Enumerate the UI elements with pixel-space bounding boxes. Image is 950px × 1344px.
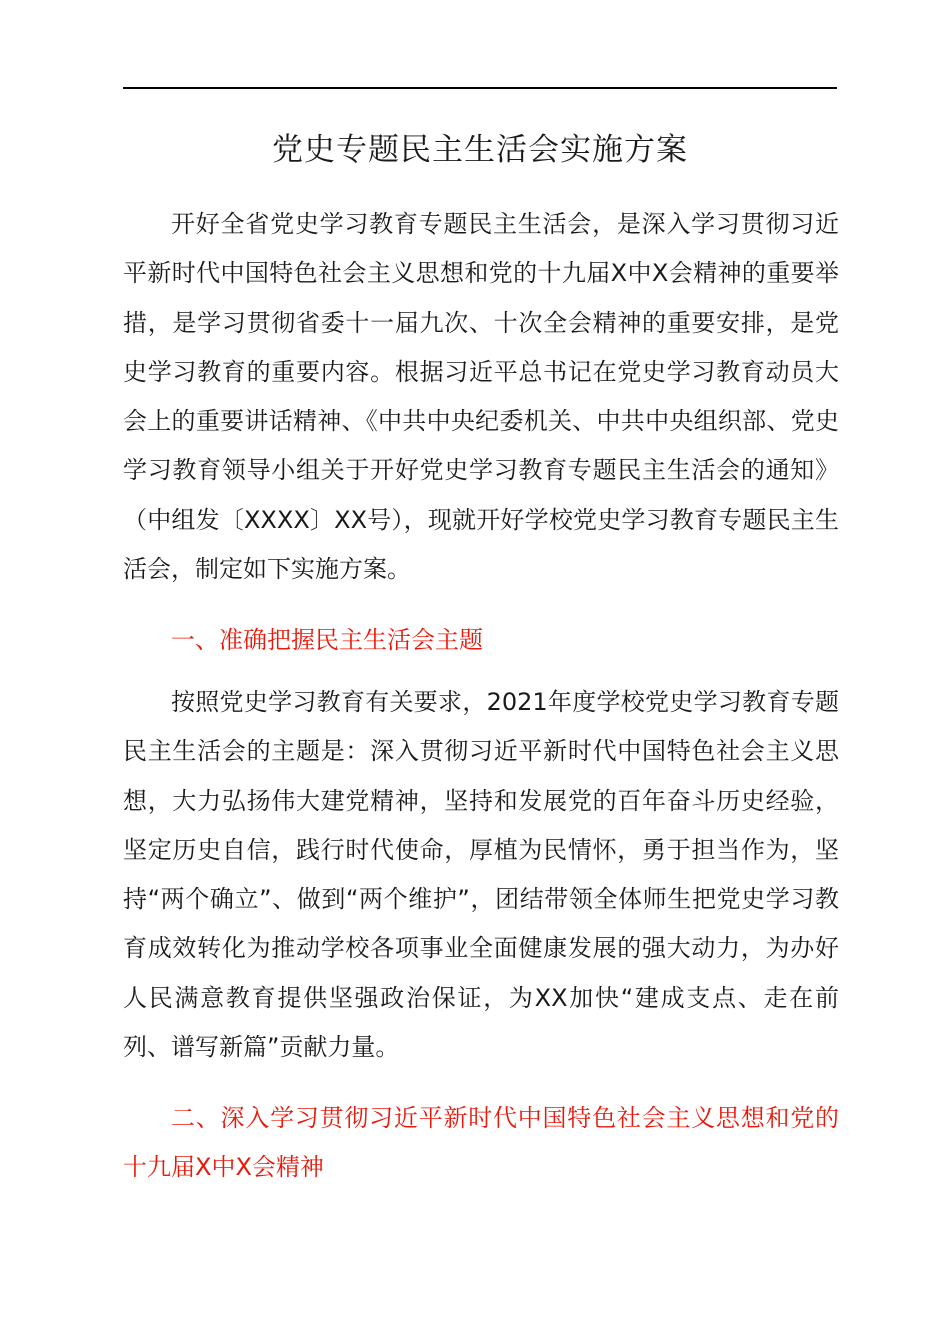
intro-paragraph: 开好全省党史学习教育专题民主生活会，是深入学习贯彻习近平新时代中国特色社会主义思想和党的十九届X中X会精神的重要举措，是学习贯彻省委十一届九次、十次全会精神的重要安排，是党史学习教育的重要内容。根据习近平总书记在党史学习教育动员大会上的重要讲话精神、《中共中央纪委机关、中共中央组织部、党史学习教育领导小组关于开好党史学习教育专题民主生活会的通知》（中组发〔XXXX〕XX号），现就开好学校党史学习教育专题民主生活会，制定如下实施方案。 bbox=[123, 210, 839, 584]
document-title: 党史专题民主生活会实施方案 bbox=[272, 132, 688, 168]
section-1-heading: 一、准确把握民主生活会主题 bbox=[171, 626, 483, 654]
section-1-paragraph: 按照党史学习教育有关要求，2021年度学校党史学习教育专题民主生活会的主题是：深入贯彻习近平新时代中国特色社会主义思想，大力弘扬伟大建党精神，坚持和发展党的百年奋斗历史经验，坚定历史自信，践行时代使命，厚植为民情怀，勇于担当作为，坚持“两个确立”、做到“两个维护”，团结带领全体师生把党史学习教育成效转化为推动学校各项事业全面健康发展的强大动力，为办好人民满意教育提供坚强政治保证，为XX加快“建成支点、走在前列、谱写新篇”贡献力量。 bbox=[123, 688, 839, 1062]
header-rule bbox=[123, 87, 837, 89]
section-2-heading: 二、深入学习贯彻习近平新时代中国特色社会主义思想和党的十九届X中X会精神 bbox=[123, 1104, 839, 1182]
